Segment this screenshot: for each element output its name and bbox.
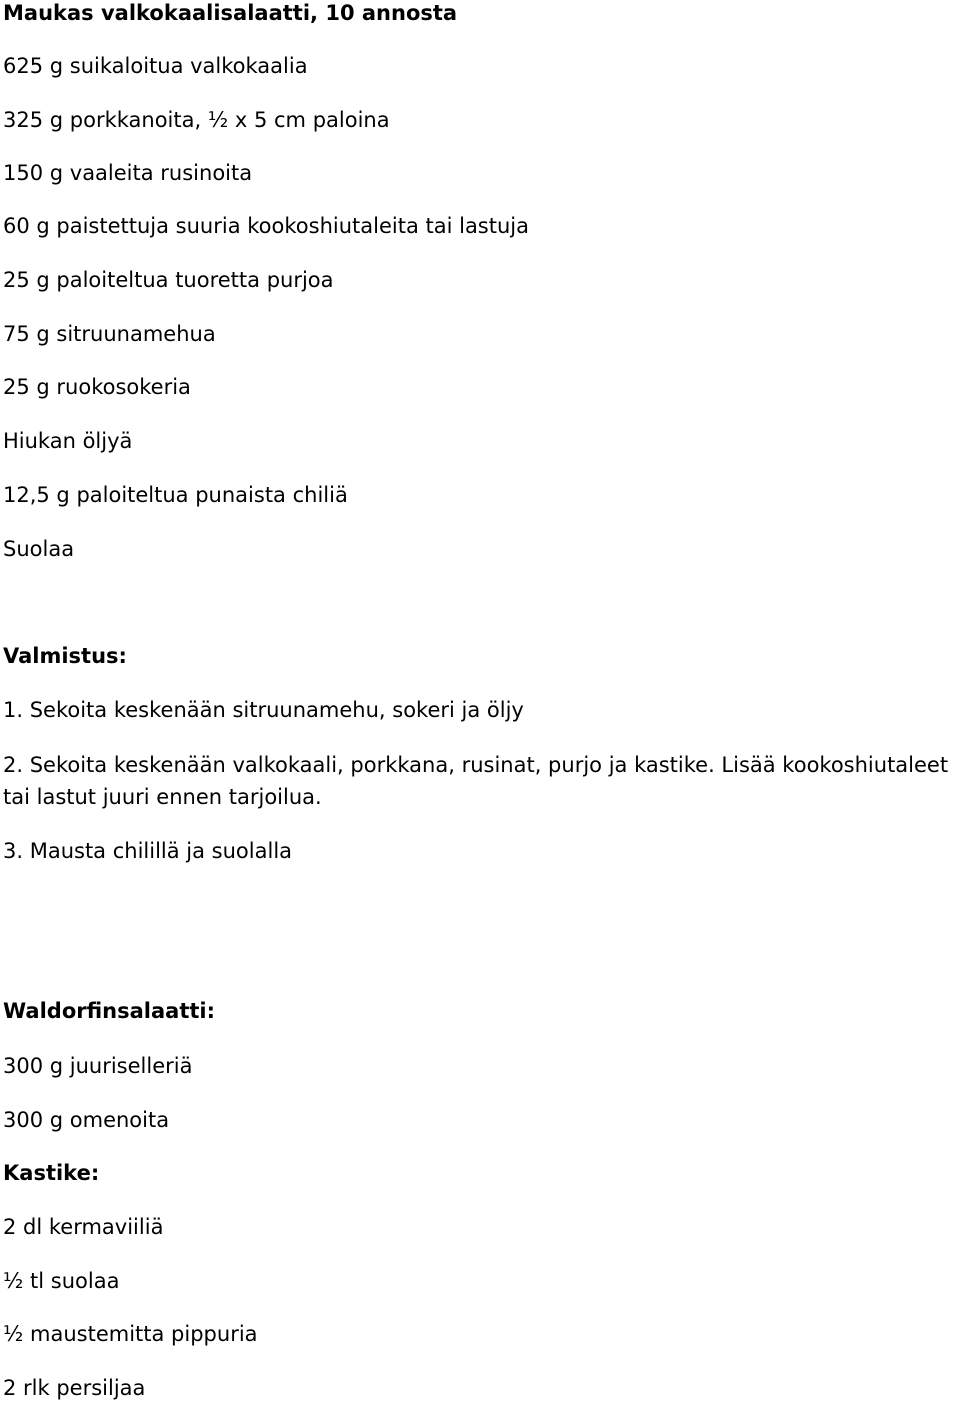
method-step: 2. Sekoita keskenään valkokaali, porkkana, rusinat, purjo ja kastike. Lisää kookoshiutaleet tai lastut juuri ennen tarjoilua. — [3, 753, 949, 809]
ingredient-item: 25 g paloiteltua tuoretta purjoa — [3, 268, 334, 292]
ingredient-item: 150 g vaaleita rusinoita — [3, 161, 253, 185]
recipe-title-waldorf: Waldorfinsalaatti: — [3, 999, 215, 1023]
ingredient-item: Hiukan öljyä — [3, 429, 133, 453]
ingredient-item: Suolaa — [3, 537, 75, 561]
method-heading: Valmistus: — [3, 644, 127, 668]
ingredient-item: 325 g porkkanoita, ½ x 5 cm paloina — [3, 108, 390, 132]
ingredient-item: 2 rlk persiljaa — [3, 1376, 146, 1400]
ingredient-item: ½ tl suolaa — [3, 1269, 120, 1293]
method-step: 3. Mausta chilillä ja suolalla — [3, 839, 293, 863]
ingredient-item: 300 g omenoita — [3, 1108, 170, 1132]
sauce-heading: Kastike: — [3, 1161, 100, 1185]
method-step: 1. Sekoita keskenään sitruunamehu, sokeri ja öljy — [3, 698, 524, 722]
ingredient-item: 75 g sitruunamehua — [3, 322, 216, 346]
ingredient-item: 300 g juuriselleriä — [3, 1054, 193, 1078]
ingredient-item: 625 g suikaloitua valkokaalia — [3, 54, 308, 78]
recipe-title: Maukas valkokaalisalaatti, 10 annosta — [3, 1, 458, 25]
ingredient-item: 60 g paistettuja suuria kookoshiutaleita tai lastuja — [3, 214, 529, 238]
ingredient-item: 25 g ruokosokeria — [3, 375, 191, 399]
ingredient-item: 2 dl kermaviiliä — [3, 1215, 164, 1239]
ingredient-item: ½ maustemitta pippuria — [3, 1322, 258, 1346]
ingredient-item: 12,5 g paloiteltua punaista chiliä — [3, 483, 348, 507]
